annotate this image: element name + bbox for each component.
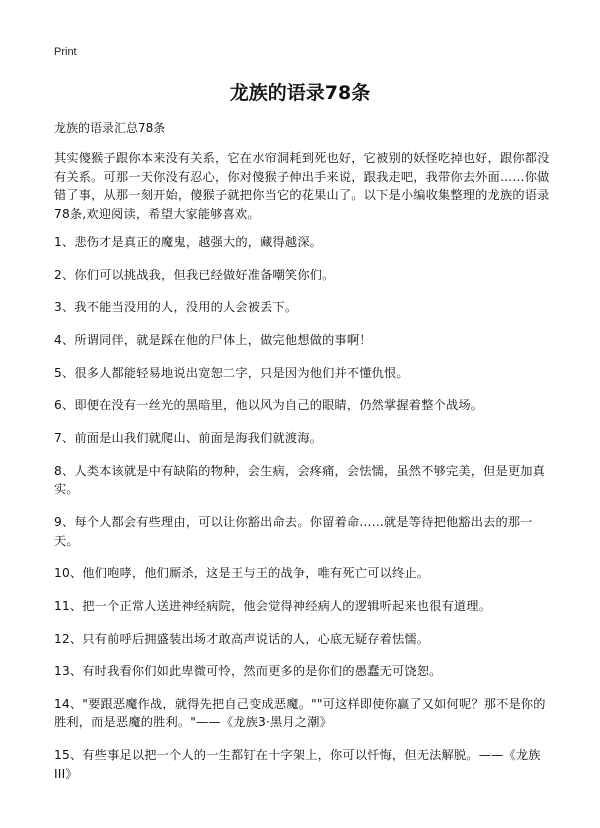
subtitle: 龙族的语录汇总78条 [54,121,166,135]
quote-item-3: 3、我不能当没用的人，没用的人会被丢下。 [54,300,298,315]
quote-item-2: 2、你们可以挑战我，但我已经做好准备嘲笑你们。 [54,267,335,282]
quote-item-4: 4、所谓同伴，就是踩在他的尸体上，做完他想做的事啊！ [54,333,372,348]
quote-item-13: 13、有时我看你们如此卑微可怜，然而更多的是你们的愚蠢无可饶恕。 [54,664,442,679]
quote-item-9: 9、每个人都会有些理由，可以让你豁出命去。你留着命……就是等待把他豁出去的那一天。 [54,515,533,548]
quote-item-11: 11、把一个正常人送进神经病院，他会觉得神经病人的逻辑听起来也很有道理。 [54,598,492,613]
quote-item-10: 10、他们咆哮，他们厮杀，这是王与王的战争，唯有死亡可以终止。 [54,566,430,581]
quote-item-7: 7、前面是山我们就爬山、前面是海我们就渡海。 [54,431,323,446]
quote-item-6: 6、即便在没有一丝光的黑暗里，他以风为自己的眼睛，仍然掌握着整个战场。 [54,398,484,413]
quote-item-1: 1、悲伤才是真正的魔鬼，越强大的，藏得越深。 [54,235,323,249]
quote-item-14: 14、"要跟恶魔作战，就得先把自己变成恶魔。""可这样即使你赢了又如何呢？那不是你的胜利，而是恶魔的胜利。"——《龙族3·黑月之潮》 [54,696,546,730]
print-link[interactable]: Print [54,46,77,58]
quote-item-12: 12、只有前呼后拥盛装出场才敢高声说话的人，心底无疑存着怯懦。 [54,631,430,646]
quote-item-15: 15、有些事足以把一个人的一生都钉在十字架上，你可以忏悔，但无法解脱。——《龙族III》 [54,748,541,781]
page-title: 龙族的语录78条 [229,82,371,104]
quote-item-5: 5、很多人都能轻易地说出宽恕二字，只是因为他们并不懂仇恨。 [54,365,409,380]
intro-paragraph: 其实傻猴子跟你本来没有关系，它在水帘洞耗到死也好，它被别的妖怪吃掉也好，跟你都没有关系。可那一天你没有忍心，你对傻猴子伸出手来说，跟我走吧，我带你去外面……你做错了事，从那一刻开始，傻猴子就把你当它的花果山了。以下是小编收集整理的龙族的语录78条,欢迎阅读，希望大家能够喜欢。 [54,151,550,221]
quote-item-8: 8、人类本该就是中有缺陷的物种，会生病，会疼痛，会怯懦，虽然不够完美，但是更加真实。 [54,463,546,497]
quote-list [54,233,554,797]
